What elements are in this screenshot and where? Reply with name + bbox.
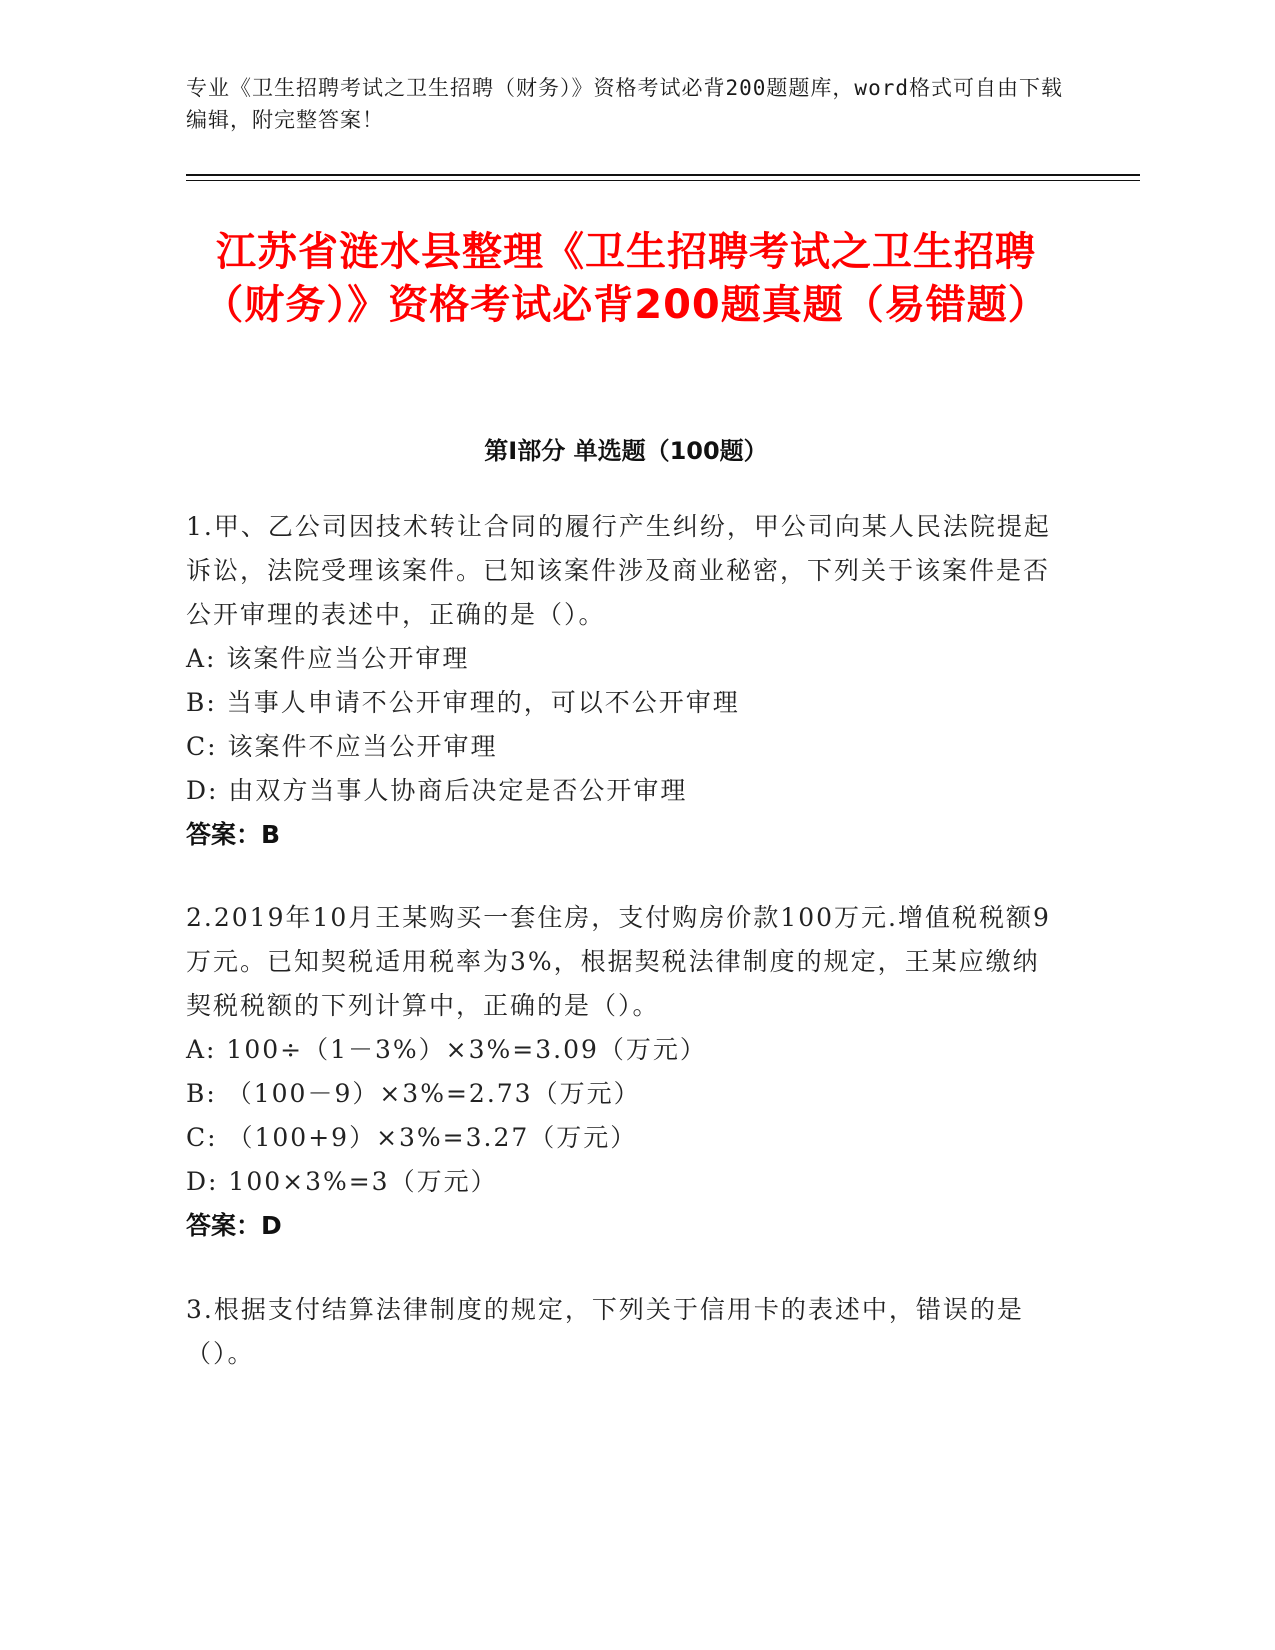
header-note: 专业《卫生招聘考试之卫生招聘（财务）》资格考试必背200题题库，word格式可自由下载编辑，附完整答案！ <box>186 76 1063 132</box>
question-stem: 2.2019年10月王某购买一套住房，支付购房价款100万元.增值税税额9万元。已知契税适用税率为3%，根据契税法律制度的规定，王某应缴纳契税税额的下列计算中，正确的是（）。 <box>186 903 1051 1020</box>
section-title: 第I部分 单选题（100题） <box>484 437 768 465</box>
option-c: C: 该案件不应当公开审理 <box>186 732 498 761</box>
option-a: A: 100÷（1－3%）×3%=3.09（万元） <box>186 1035 707 1064</box>
question-stem: 3.根据支付结算法律制度的规定，下列关于信用卡的表述中，错误的是（）。 <box>186 1295 1024 1368</box>
question-2 <box>186 896 1066 1248</box>
option-b: B: （100－9）×3%=2.73（万元） <box>186 1079 641 1108</box>
question-3 <box>186 1288 1066 1376</box>
option-d: D: 由双方当事人协商后决定是否公开审理 <box>186 776 688 805</box>
option-c: C: （100+9）×3%=3.27（万元） <box>186 1123 638 1152</box>
question-1 <box>186 505 1066 857</box>
header-divider-thick <box>186 174 1140 176</box>
header-divider-thin <box>186 180 1140 181</box>
question-stem: 1.甲、乙公司因技术转让合同的履行产生纠纷，甲公司向某人民法院提起诉讼，法院受理该案件。已知该案件涉及商业秘密，下列关于该案件是否公开审理的表述中，正确的是（）。 <box>186 512 1051 629</box>
option-a: A: 该案件应当公开审理 <box>186 644 470 673</box>
option-b: B: 当事人申请不公开审理的，可以不公开审理 <box>186 688 740 717</box>
option-d: D: 100×3%=3（万元） <box>186 1167 498 1196</box>
answer: 答案：D <box>186 1211 282 1240</box>
answer: 答案：B <box>186 820 281 849</box>
document-title: 江苏省涟水县整理《卫生招聘考试之卫生招聘（财务）》资格考试必背200题真题（易错题） <box>203 229 1049 328</box>
